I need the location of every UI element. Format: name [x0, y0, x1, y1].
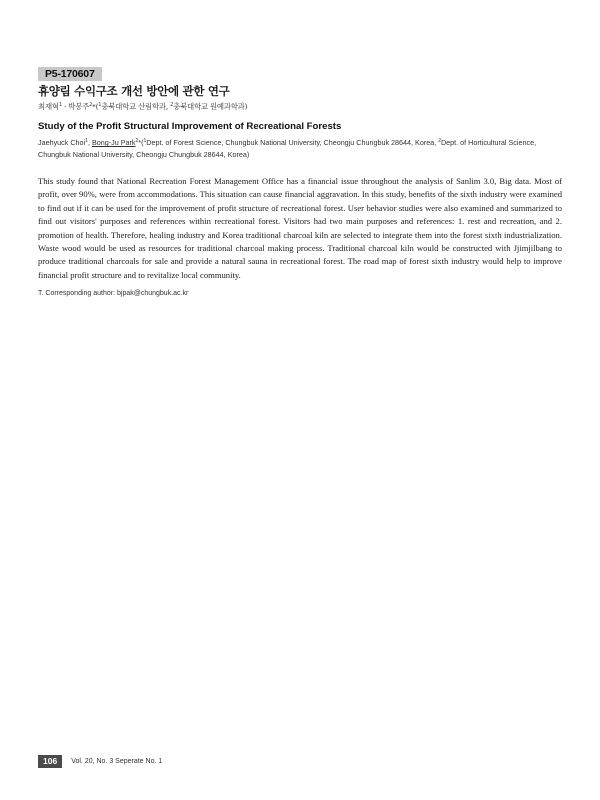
korean-title: 휴양림 수익구조 개선 방안에 관한 연구: [38, 84, 230, 98]
korean-affiliation-open: (: [95, 102, 99, 111]
korean-corresponding-mark: *: [92, 102, 96, 111]
korean-affiliation-2: 충북대학교 원예과학과): [173, 102, 248, 111]
english-affiliation-2: Dept. of Horticultural Science, Chungbuk National University, Cheongju Chungbuk 28644, Korea): [38, 138, 537, 159]
journal-reference: Vol. 20, No. 3 Seperate No. 1: [71, 757, 163, 765]
korean-author-1: 최재혁: [38, 102, 59, 111]
corresponding-author: T. Corresponding author: bjpak@chungbuk.ac.kr: [38, 290, 189, 298]
korean-author-separator: ·: [61, 102, 69, 111]
page-number: 106: [38, 755, 62, 768]
abstract-body: This study found that National Recreation Forest Management Office has a financial issue throughout the analysis of Sanlim 3.0, Big data. Most of profit, over 90%, were from accommodations. This situation can cause financial aggravation. In this study, benefits of the sixth industry were examined to find out if it can be used for the improvement of profit structure of recreational forest. User behavior studies were also examined and summarized to find out visitors' purposes and references within recreational forest. Visitors had two main purposes and references: 1. rest and recreation, and 2. promotion of health. Therefore, healing industry and Korea traditional charcoal kiln are selected to integrate them into the forest sixth industrialization. Waste wood would be used as resources for traditional charcoal making process. Traditional charcoal kiln would be constructed with Jjimjilbang to produce traditional charcoals for sale and provide a natural sauna in recreational forest. The road map of forest sixth industry would help to improve financial profit structure and to revitalize local community.: [38, 176, 562, 280]
english-authors: [38, 137, 562, 160]
korean-affiliation-1: 충북대학교 산림학과,: [101, 102, 171, 111]
english-author-2: Bong-Ju Park: [91, 138, 136, 147]
english-author-separator: ,: [87, 138, 92, 147]
english-author-2-sup: 2: [135, 138, 139, 144]
english-affiliation-1: Dept. of Forest Science, Chungbuk National University, Cheongju Chungbuk 28644, Korea,: [146, 138, 439, 147]
korean-author-2: 박봉주: [68, 102, 90, 111]
korean-author-2-sup: 2: [89, 102, 93, 108]
english-corresponding-mark: *: [138, 138, 142, 147]
english-author-1: Jaehyuck Choi: [38, 138, 86, 147]
abstract-block: [38, 64, 562, 299]
korean-affiliation-2-sup: 2: [170, 102, 174, 108]
korean-affiliation-1-sup: 1: [98, 102, 102, 108]
english-affiliation-2-sup: 2: [438, 138, 441, 144]
english-title: Study of the Profit Structural Improvement of Recreational Forests: [38, 121, 342, 132]
abstract-code-badge: P5-170607: [38, 67, 102, 81]
page-footer: [38, 754, 162, 768]
korean-author-1-sup: 1: [58, 102, 62, 108]
korean-authors: [38, 101, 562, 112]
english-author-1-sup: 1: [85, 138, 88, 144]
english-affiliation-1-sup: 1: [143, 138, 147, 144]
english-affiliation-open: (: [141, 138, 144, 147]
